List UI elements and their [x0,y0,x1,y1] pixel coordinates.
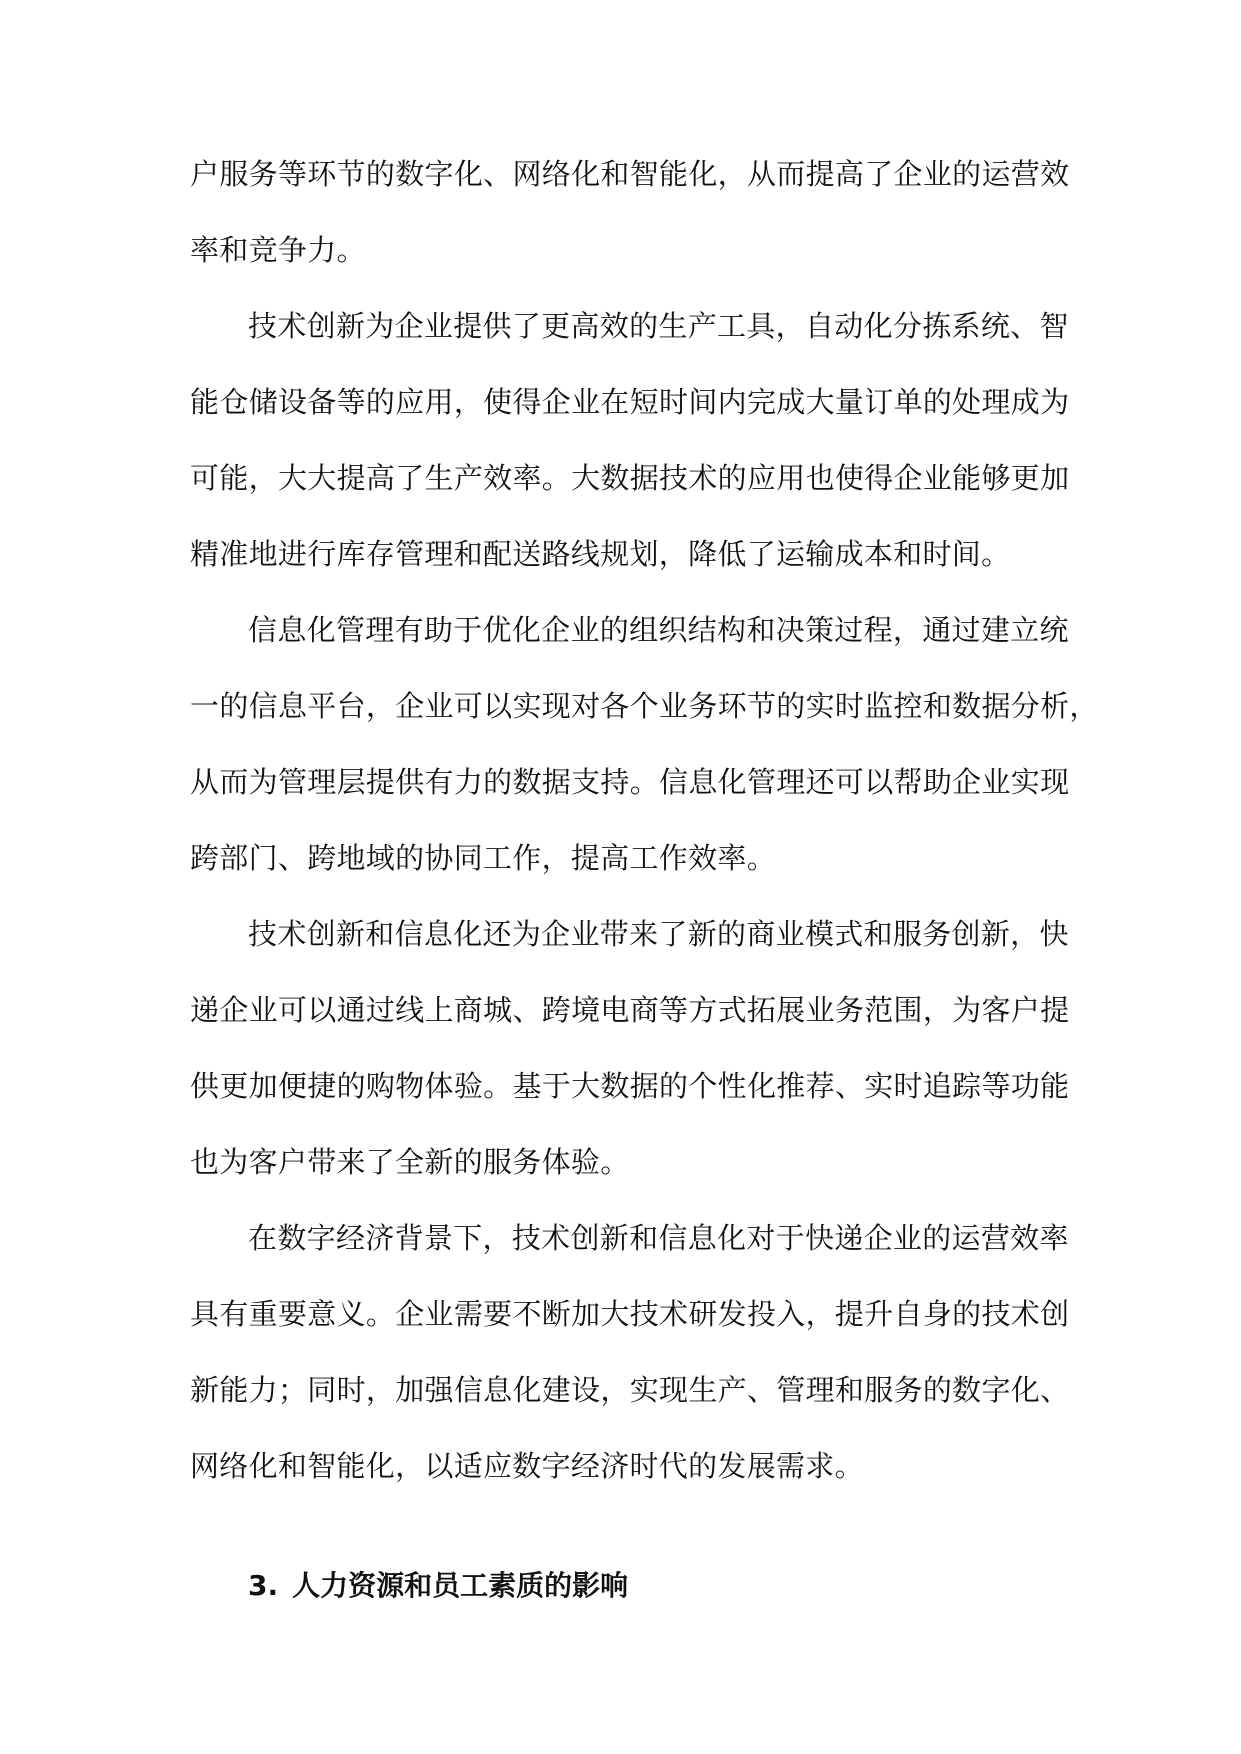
paragraph [190,896,1070,1200]
text-line: 精准地进行库存管理和配送路线规划，降低了运输成本和时间。 [190,537,1011,571]
text-line: 具 有 重 要 意 义 。 企 业 需 要 不 断 加 大 技 术 研 发 投 入 ， 提 升 自 身 的 技 术 创 [190,1297,1070,1331]
text-line: 技 术 创 新 和 信 息 化 还 为 企 业 带 来 了 新 的 商 业 模 式 和 服 务 创 新 ， 快 [248,917,1069,951]
text-line: 能 仓 储 设 备 等 的 应 用 ， 使 得 企 业 在 短 时 间 内 完 成 大 量 订 单 的 处 理 成 为 [190,385,1070,419]
text-line: 供 更 加 便 捷 的 购 物 体 验 。 基 于 大 数 据 的 个 性 化 推 荐 、 实 时 追 踪 等 功 能 [190,1069,1070,1103]
paragraph [190,1200,1070,1504]
section-heading [248,1566,628,1606]
text-line: 在 数 字 经 济 背 景 下 ， 技 术 创 新 和 信 息 化 对 于 快 递 企 业 的 运 营 效 率 [248,1221,1069,1255]
text-line: 一 的 信 息 平 台 ， 企 业 可 以 实 现 对 各 个 业 务 环 节 的 实 时 监 控 和 数 据 分 析 ， [190,689,1099,723]
text-line: 网络化和智能化，以适应数字经济时代的发展需求。 [190,1449,864,1483]
paragraph [190,288,1070,592]
text-line: 率和竞争力。 [190,233,366,267]
text-line: 技 术 创 新 为 企 业 提 供 了 更 高 效 的 生 产 工 具 ， 自 动 化 分 拣 系 统 、 智 [248,309,1069,343]
text-line: 递 企 业 可 以 通 过 线 上 商 城 、 跨 境 电 商 等 方 式 拓 展 业 务 范 围 ， 为 客 户 提 [190,993,1070,1027]
document-body [190,136,1099,1504]
text-line: 新 能 力 ； 同 时 ， 加 强 信 息 化 建 设 ， 实 现 生 产 、 管 理 和 服 务 的 数 字 化 、 [190,1373,1070,1407]
paragraph [190,592,1099,896]
text-line: 跨部门、跨地域的协同工作，提高工作效率。 [190,841,777,875]
text-line: 信 息 化 管 理 有 助 于 优 化 企 业 的 组 织 结 构 和 决 策 过 程 ， 通 过 建 立 统 [248,613,1069,647]
text-line: 户 服 务 等 环 节 的 数 字 化 、 网 络 化 和 智 能 化 ， 从 而 提 高 了 企 业 的 运 营 效 [190,157,1070,191]
section-number: 3. [248,1569,279,1602]
paragraph [190,136,1070,288]
text-line: 从 而 为 管 理 层 提 供 有 力 的 数 据 支 持 。 信 息 化 管 理 还 可 以 帮 助 企 业 实 现 [190,765,1070,799]
section-title: 人力资源和员工素质的影响 [292,1569,629,1602]
text-line: 可 能 ， 大 大 提 高 了 生 产 效 率 。 大 数 据 技 术 的 应 用 也 使 得 企 业 能 够 更 加 [190,461,1070,495]
text-line: 也为客户带来了全新的服务体验。 [190,1145,630,1179]
